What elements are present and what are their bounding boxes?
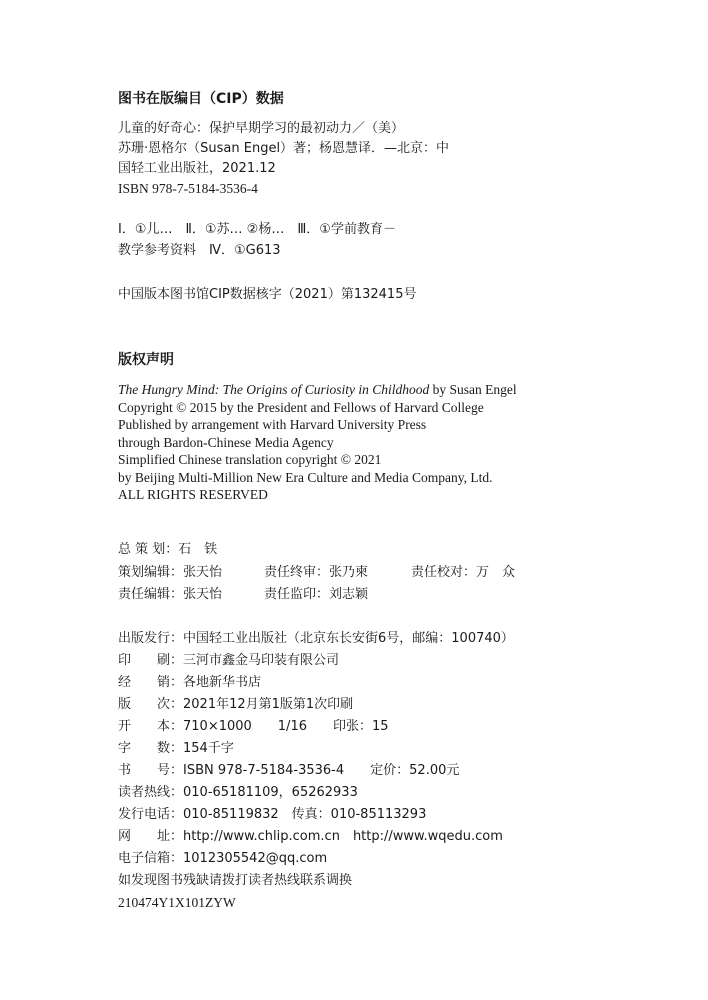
cip-heading: 图书在版编目（CIP）数据 (118, 91, 284, 107)
pub-print-code: 210474Y1X101ZYW (118, 895, 236, 910)
credit-final-review: 责任终审：张乃柬 (264, 565, 369, 580)
original-title: The Hungry Mind: The Origins of Curiosity in Childhood (118, 382, 430, 397)
pub-website: 网 址：http://www.chlip.com.cn http://www.wqedu.com (118, 829, 503, 844)
cip-line-3: 国轻工业出版社，2021.12 (118, 161, 276, 176)
pub-sales-phone-fax: 发行电话：010-85119832 传真：010-85113293 (118, 807, 427, 822)
pub-reader-hotline: 读者热线：010-65181109，65262933 (118, 785, 358, 800)
copyright-line-4: Simplified Chinese translation copyright © 2021 (118, 452, 382, 467)
copyright-heading: 版权声明 (118, 352, 174, 368)
pub-email: 电子信箱：1012305542@qq.com (118, 851, 328, 866)
cip-isbn: ISBN 978-7-5184-3536-4 (118, 181, 258, 196)
credit-planning-editor: 策划编辑：张天怡 (118, 565, 223, 580)
copyright-line-5: by Beijing Multi-Million New Era Culture and Media Company, Ltd. (118, 470, 493, 485)
pub-word-count: 字 数：154千字 (118, 741, 234, 756)
cip-record-number: 中国版本图书馆CIP数据核字（2021）第132415号 (118, 287, 417, 302)
pub-publisher: 出版发行：中国轻工业出版社（北京东长安街6号，邮编：100740） (118, 631, 514, 646)
copyright-line-2: Published by arrangement with Harvard University Press (118, 417, 427, 432)
pub-defect-notice: 如发现图书残缺请拨打读者热线联系调换 (118, 873, 353, 888)
pub-distributor: 经 销：各地新华书店 (118, 675, 262, 690)
credit-responsible-editor: 责任编辑：张天怡 (118, 587, 223, 602)
pub-format: 开 本：710×1000 1/16 印张：15 (118, 719, 389, 734)
cip-line-2: 苏珊·恩格尔（Susan Engel）著；杨恩慧译．—北京：中 (118, 141, 450, 156)
pub-edition: 版 次：2021年12月第1版第1次印刷 (118, 697, 354, 712)
credit-proofreader: 责任校对：万 众 (411, 565, 516, 580)
cip-line-1: 儿童的好奇心：保护早期学习的最初动力／（美） (118, 121, 405, 136)
original-author: by Susan Engel (429, 382, 517, 397)
original-title-line (118, 381, 517, 398)
copyright-line-1: Copyright © 2015 by the President and Fellows of Harvard College (118, 400, 484, 415)
pub-printer: 印 刷：三河市鑫金马印装有限公司 (118, 653, 340, 668)
copyright-line-6: ALL RIGHTS RESERVED (118, 487, 268, 502)
cip-class-line-1: Ⅰ．①儿… Ⅱ．①苏… ②杨… Ⅲ．①学前教育－ (118, 222, 396, 237)
pub-isbn-price: 书 号：ISBN 978-7-5184-3536-4 定价：52.00元 (118, 763, 460, 778)
cip-class-line-2: 教学参考资料 Ⅳ．①G613 (118, 243, 281, 258)
credit-print-supervisor: 责任监印：刘志颖 (264, 587, 369, 602)
copyright-line-3: through Bardon-Chinese Media Agency (118, 435, 334, 450)
credit-chief-planner: 总 策 划：石 铁 (118, 542, 218, 557)
